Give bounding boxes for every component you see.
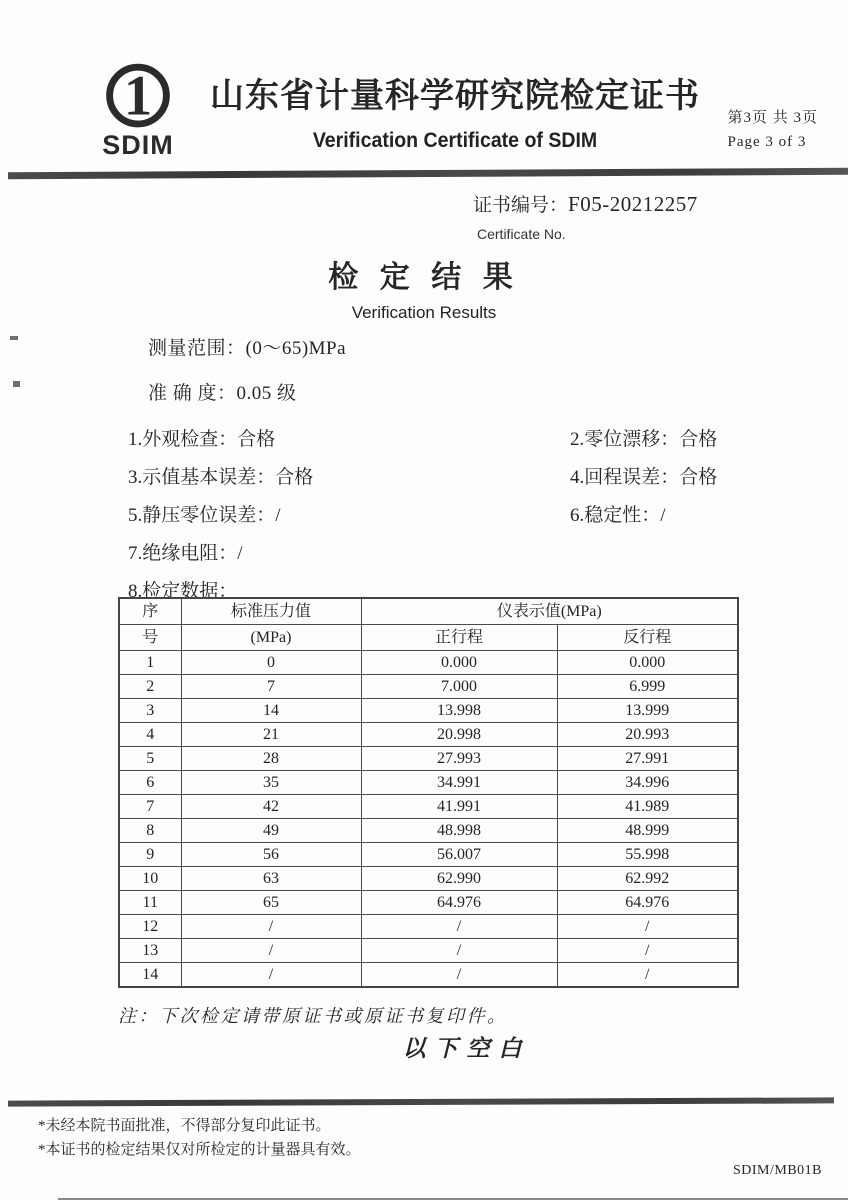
certificate-number-label-en: Certificate No. bbox=[477, 226, 566, 242]
logo-text: SDIM bbox=[102, 130, 174, 160]
table-cell: / bbox=[361, 963, 557, 988]
table-cell: / bbox=[181, 915, 361, 939]
table-cell: 13.999 bbox=[557, 699, 738, 723]
table-cell: 13.998 bbox=[361, 699, 557, 723]
col-indication: 仪表示值(MPa) bbox=[361, 598, 738, 625]
check-item: 8.检定数据： bbox=[128, 581, 238, 602]
certificate-number-label: 证书编号： bbox=[473, 195, 569, 216]
table-cell: 12 bbox=[119, 915, 181, 939]
table-cell: 48.998 bbox=[361, 819, 557, 843]
form-code: SDIM/MB01B bbox=[732, 1163, 822, 1178]
table-cell: 14 bbox=[119, 963, 181, 988]
table-cell: 3 bbox=[119, 699, 181, 723]
table-row bbox=[119, 651, 738, 675]
table-row bbox=[119, 867, 738, 891]
table-row bbox=[119, 963, 738, 988]
table-cell: 4 bbox=[119, 723, 181, 747]
table-cell: / bbox=[181, 939, 361, 963]
table-cell: 28 bbox=[181, 747, 361, 771]
table-row bbox=[119, 843, 738, 867]
table-cell: 0.000 bbox=[361, 651, 557, 675]
table-row bbox=[119, 795, 738, 819]
table-cell: 1 bbox=[119, 651, 181, 675]
table-cell: 64.976 bbox=[557, 891, 738, 915]
table-cell: / bbox=[557, 939, 738, 963]
table-cell: 64.976 bbox=[361, 891, 557, 915]
table-cell: 7.000 bbox=[361, 675, 557, 699]
table-cell: 55.998 bbox=[557, 843, 738, 867]
col-seq-bottom: 号 bbox=[119, 625, 181, 651]
table-cell: 34.996 bbox=[557, 771, 738, 795]
scan-speck bbox=[10, 336, 18, 340]
table-row bbox=[119, 747, 738, 771]
table-row bbox=[119, 723, 738, 747]
table-header-row bbox=[119, 598, 738, 625]
table-cell: / bbox=[557, 915, 738, 939]
table-cell: 48.999 bbox=[557, 819, 738, 843]
check-item: 2.零位漂移：合格 bbox=[570, 429, 718, 450]
table-row bbox=[119, 915, 738, 939]
page-number-zh: 第3页 共 3页 bbox=[727, 110, 818, 126]
page-number-block bbox=[727, 106, 818, 151]
table-cell: / bbox=[557, 963, 738, 988]
table-cell: 63 bbox=[181, 867, 361, 891]
table-cell: 56 bbox=[181, 843, 361, 867]
table-row bbox=[119, 699, 738, 723]
table-row bbox=[119, 939, 738, 963]
table-cell: 56.007 bbox=[361, 843, 557, 867]
institute-title-en: Verification Certificate of SDIM bbox=[312, 129, 598, 152]
certificate-number-value: F05-20212257 bbox=[568, 192, 698, 216]
table-cell: / bbox=[181, 963, 361, 988]
certificate-number-block bbox=[473, 190, 698, 242]
check-item: 4.回程误差：合格 bbox=[570, 467, 718, 488]
header-titles bbox=[200, 68, 710, 153]
check-item: 3.示值基本误差：合格 bbox=[128, 467, 314, 488]
verification-data-table bbox=[118, 597, 739, 988]
check-item: 7.绝缘电阻：/ bbox=[128, 543, 243, 564]
table-cell: 0.000 bbox=[557, 651, 738, 675]
table-cell: 13 bbox=[119, 939, 181, 963]
institute-title-zh: 山东省计量科学研究院检定证书 bbox=[210, 78, 700, 115]
table-cell: 27.991 bbox=[557, 747, 738, 771]
measuring-range-line: 测量范围：(0～65)MPa bbox=[148, 338, 347, 359]
check-item: 6.稳定性：/ bbox=[570, 505, 666, 526]
table-header-row bbox=[119, 625, 738, 651]
table-cell: 14 bbox=[181, 699, 361, 723]
table-cell: 6.999 bbox=[557, 675, 738, 699]
table-row bbox=[119, 675, 738, 699]
table-cell: 20.998 bbox=[361, 723, 557, 747]
footer-divider bbox=[8, 1097, 834, 1106]
col-standard-top: 标准压力值 bbox=[181, 598, 361, 625]
sdim-logo bbox=[82, 56, 194, 161]
table-cell: 8 bbox=[119, 819, 181, 843]
table-cell: 20.993 bbox=[557, 723, 738, 747]
table-cell: 62.990 bbox=[361, 867, 557, 891]
table-cell: 11 bbox=[119, 891, 181, 915]
table-row bbox=[119, 891, 738, 915]
table-cell: 27.993 bbox=[361, 747, 557, 771]
check-item: 5.静压零位误差：/ bbox=[128, 505, 281, 526]
table-cell: 62.992 bbox=[557, 867, 738, 891]
check-item: 1.外观检查：合格 bbox=[128, 429, 276, 450]
table-cell: 49 bbox=[181, 819, 361, 843]
accuracy-line: 准 确 度：0.05 级 bbox=[148, 383, 297, 404]
svg-text:1: 1 bbox=[123, 64, 153, 128]
table-cell: 7 bbox=[119, 795, 181, 819]
results-heading bbox=[0, 252, 848, 323]
footnote: *未经本院书面批准，不得部分复印此证书。 bbox=[38, 1118, 331, 1134]
header-divider bbox=[8, 168, 848, 179]
col-standard-bottom: (MPa) bbox=[181, 625, 361, 651]
table-cell: 21 bbox=[181, 723, 361, 747]
table-cell: 0 bbox=[181, 651, 361, 675]
note-line: 注：下次检定请带原证书或原证书复印件。 bbox=[118, 1006, 508, 1026]
table-cell: 6 bbox=[119, 771, 181, 795]
blank-below-mark: 以下空白 bbox=[402, 1036, 531, 1061]
footer-notes bbox=[38, 1114, 361, 1162]
table-cell: 41.989 bbox=[557, 795, 738, 819]
check-items bbox=[128, 424, 717, 614]
footnote: *本证书的检定结果仅对所检定的计量器具有效。 bbox=[38, 1142, 361, 1158]
results-title-en: Verification Results bbox=[351, 303, 497, 322]
table-cell: 34.991 bbox=[361, 771, 557, 795]
table-body bbox=[119, 651, 738, 988]
table-cell: 41.991 bbox=[361, 795, 557, 819]
table-cell: 10 bbox=[119, 867, 181, 891]
table-cell: 2 bbox=[119, 675, 181, 699]
col-seq-top: 序 bbox=[119, 598, 181, 625]
table-cell: 35 bbox=[181, 771, 361, 795]
table-cell: 42 bbox=[181, 795, 361, 819]
table-cell: 65 bbox=[181, 891, 361, 915]
table-row bbox=[119, 819, 738, 843]
results-title-zh: 检 定 结 果 bbox=[328, 261, 520, 294]
table-cell: 9 bbox=[119, 843, 181, 867]
scan-speck bbox=[13, 381, 20, 387]
col-forward: 正行程 bbox=[361, 625, 557, 651]
col-backward: 反行程 bbox=[557, 625, 738, 651]
table-cell: 5 bbox=[119, 747, 181, 771]
table-row bbox=[119, 771, 738, 795]
table-cell: / bbox=[361, 915, 557, 939]
page-number-en: Page 3 of 3 bbox=[727, 134, 807, 150]
table-cell: 7 bbox=[181, 675, 361, 699]
table-cell: / bbox=[361, 939, 557, 963]
